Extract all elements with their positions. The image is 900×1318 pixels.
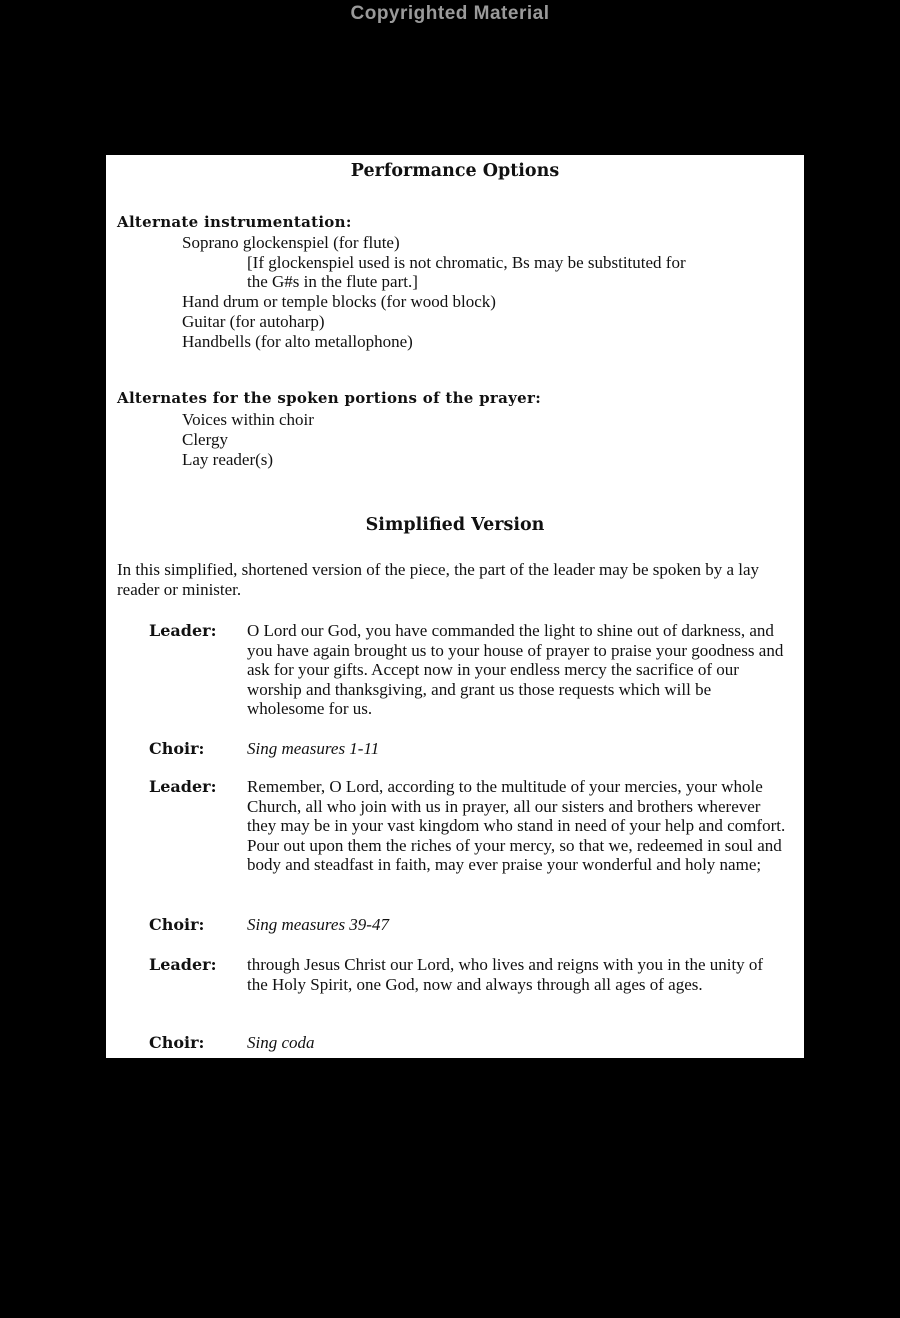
performance-options-title: Performance Options (350, 161, 560, 181)
spoken-alternate-item: Voices within choir (182, 410, 314, 429)
instrumentation-item: Soprano glockenspiel (for flute) (182, 233, 400, 252)
speech-text: Sing coda (247, 1033, 315, 1052)
speech-text: through Jesus Christ our Lord, who lives and reigns with you in the unity of the Holy Spirit, one God, now and always through all ages of ages. (247, 955, 764, 994)
instrumentation-item: Guitar (for autoharp) (182, 312, 325, 331)
copyright-watermark: Copyrighted Material (350, 3, 550, 24)
spoken-alternate-item: Clergy (182, 430, 228, 449)
simplified-intro-paragraph: In this simplified, shortened version of the piece, the part of the leader may be spoken by a lay reader or minister. (117, 560, 760, 599)
speech-text: Sing measures 39-47 (247, 915, 389, 934)
speaker-label: Choir: (149, 739, 205, 758)
speaker-label: Choir: (149, 1033, 205, 1052)
instrumentation-note-line: [If glockenspiel used is not chromatic, Bs may be substituted for (247, 253, 686, 272)
simplified-version-title: Simplified Version (365, 515, 545, 535)
instrumentation-item: Hand drum or temple blocks (for wood block) (182, 292, 496, 311)
speech-text: O Lord our God, you have commanded the light to shine out of darkness, and you have again brought us to your house of prayer to praise your goodness and ask for your gifts. Accept now in your endless mercy the sacrifice of our worship and thanksgiving, and grant us those requests which will be wholesome for us. (247, 621, 784, 719)
spoken-alternate-item: Lay reader(s) (182, 450, 274, 469)
spoken-portions-heading: Alternates for the spoken portions of the prayer: (117, 389, 542, 407)
speech-text: Remember, O Lord, according to the multitude of your mercies, your whole Church, all who join with us in prayer, all our sisters and brothers wherever they may be in your vast kingdom who stand in need of your help and comfort. Pour out upon them the riches of your mercy, so that we, redeemed in soul and body and steadfast in faith, may ever praise your wonderful and holy name; (247, 777, 786, 875)
document-page (106, 155, 804, 1058)
alternate-instrumentation-heading: Alternate instrumentation: (117, 213, 352, 231)
speaker-label: Leader: (149, 777, 217, 796)
speaker-label: Choir: (149, 915, 205, 934)
speaker-label: Leader: (149, 621, 217, 640)
instrumentation-item: Handbells (for alto metallophone) (182, 332, 413, 351)
instrumentation-note-line: the G#s in the flute part.] (247, 272, 418, 291)
speaker-label: Leader: (149, 955, 217, 974)
speech-text: Sing measures 1-11 (247, 739, 380, 758)
